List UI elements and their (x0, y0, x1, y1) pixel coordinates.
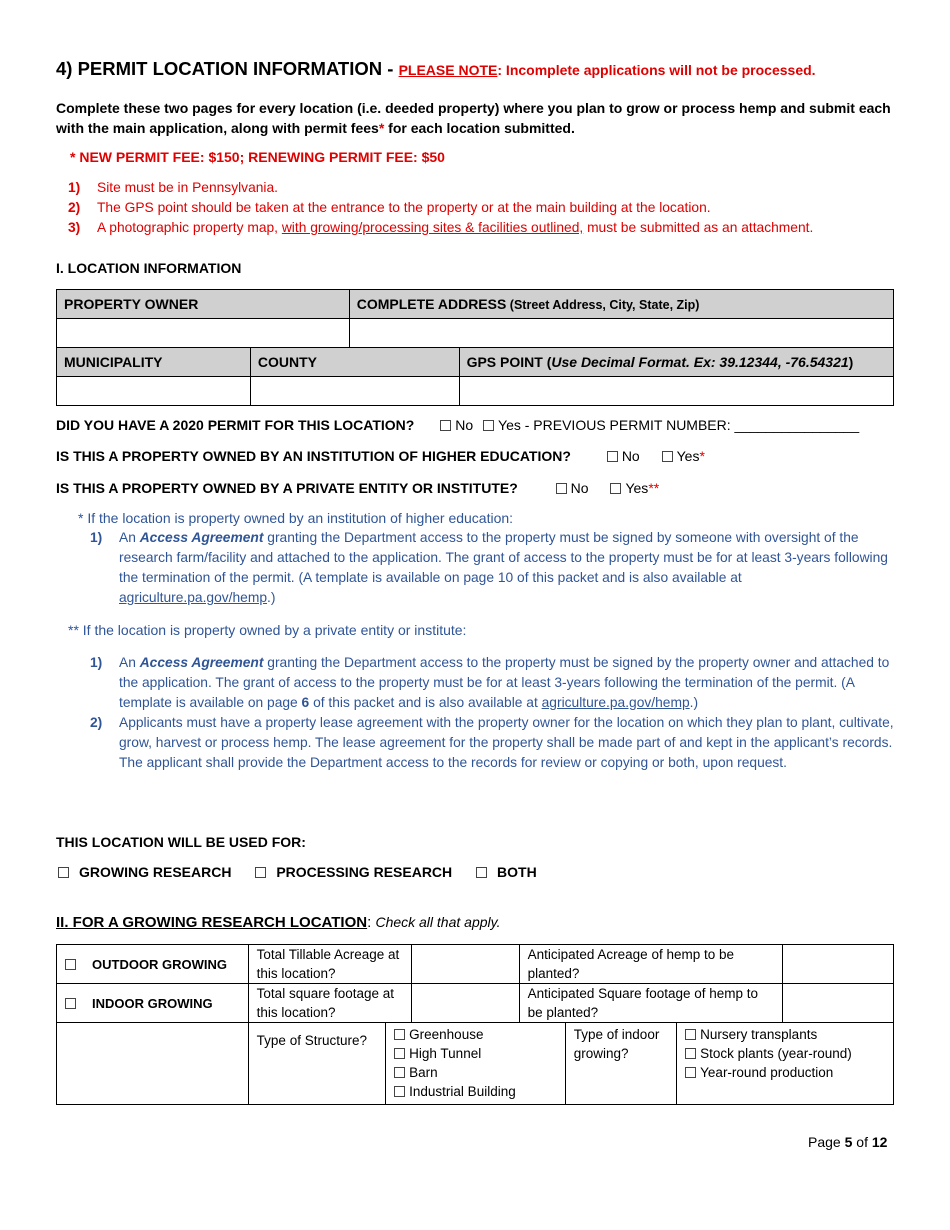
q2-yes-option[interactable]: Yes* (662, 448, 705, 464)
higher-ed-list (90, 528, 900, 608)
title-note: PLEASE NOTE: Incomplete applications will not be processed. (398, 62, 816, 78)
location-table (56, 289, 894, 406)
checkbox-icon[interactable] (556, 483, 567, 494)
private-heading: ** If the location is property owned by a private entity or institute: (68, 622, 467, 638)
rule-item: 3) A photographic property map, with growing/processing sites & facilities outlined, must be submitted as an attachment. (68, 220, 814, 235)
structure-barn[interactable]: Barn (394, 1063, 557, 1082)
question-private-entity: IS THIS A PROPERTY OWNED BY A PRIVATE ENTITY OR INSTITUTE? No Yes** (56, 480, 660, 496)
complete-address-field[interactable] (349, 319, 893, 348)
page-number: Page 5 of 12 (808, 1134, 888, 1150)
checkbox-icon[interactable] (685, 1067, 696, 1078)
rule-item: 2) The GPS point should be taken at the entrance to the property or at the main building at the location. (68, 200, 711, 215)
property-owner-header: PROPERTY OWNER (57, 290, 350, 319)
structure-greenhouse[interactable]: Greenhouse (394, 1025, 557, 1044)
section-growing-research: II. FOR A GROWING RESEARCH LOCATION: Check all that apply. (56, 914, 501, 931)
intro-text: Complete these two pages for every location (i.e. deeded property) where you plan to grow or process hemp and submit each with the main application, along with permit fees* for each location submitted. (56, 100, 891, 136)
county-field[interactable] (250, 377, 459, 406)
usage-processing-research[interactable]: PROCESSING RESEARCH (255, 864, 452, 880)
rule-item: 1) Site must be in Pennsylvania. (68, 180, 278, 195)
private-list (90, 653, 900, 773)
total-tillable-label: Total Tillable Acreage at this location? (248, 945, 412, 984)
checkbox-icon[interactable] (65, 959, 76, 970)
anticipated-acreage-label: Anticipated Acreage of hemp to be planted? (519, 945, 782, 984)
empty-cell (57, 1023, 249, 1105)
higher-ed-heading: * If the location is property owned by an institution of higher education: (78, 510, 514, 526)
checkbox-icon[interactable] (685, 1048, 696, 1059)
structure-industrial-building[interactable]: Industrial Building (394, 1082, 557, 1101)
structure-type-label: Type of Structure? (248, 1023, 385, 1105)
section-location-information: I. LOCATION INFORMATION (56, 260, 242, 276)
q3-no-option[interactable]: No (556, 480, 589, 496)
checkbox-icon[interactable] (685, 1029, 696, 1040)
checkbox-icon[interactable] (255, 867, 266, 878)
indoor-year-round-production[interactable]: Year-round production (685, 1063, 885, 1082)
anticipated-sqft-field[interactable] (782, 984, 893, 1023)
gps-point-header: GPS POINT (Use Decimal Format. Ex: 39.12344, -76.54321) (459, 348, 893, 377)
q1-yes-option[interactable]: Yes - PREVIOUS PERMIT NUMBER: ________________ (483, 417, 859, 433)
indoor-type-options (677, 1023, 894, 1105)
growing-table (56, 944, 894, 1105)
checkbox-icon[interactable] (662, 451, 673, 462)
anticipated-acreage-field[interactable] (782, 945, 893, 984)
indoor-nursery-transplants[interactable]: Nursery transplants (685, 1025, 885, 1044)
structure-type-options (386, 1023, 566, 1105)
location-usage-options (58, 864, 557, 880)
total-sqft-label: Total square footage at this location? (248, 984, 412, 1023)
checkbox-icon[interactable] (65, 998, 76, 1009)
checkbox-icon[interactable] (394, 1048, 405, 1059)
location-usage-label: THIS LOCATION WILL BE USED FOR: (56, 834, 306, 850)
checkbox-icon[interactable] (610, 483, 621, 494)
total-sqft-field[interactable] (412, 984, 519, 1023)
fee-line: * NEW PERMIT FEE: $150; RENEWING PERMIT FEE: $50 (70, 149, 445, 165)
checkbox-icon[interactable] (58, 867, 69, 878)
usage-growing-research[interactable]: GROWING RESEARCH (58, 864, 231, 880)
municipality-header: MUNICIPALITY (57, 348, 251, 377)
anticipated-sqft-label: Anticipated Square footage of hemp to be planted? (519, 984, 782, 1023)
checkbox-icon[interactable] (394, 1067, 405, 1078)
checkbox-icon[interactable] (440, 420, 451, 431)
county-header: COUNTY (250, 348, 459, 377)
checkbox-icon[interactable] (607, 451, 618, 462)
list-item: 1) An Access Agreement granting the Department access to the property must be signed by the property owner and attached to the application. The grant of access to the property must be for at least 3-years following the termination of the permit. (A template is available on page 6 of this packet and is also available at agriculture.pa.gov/hemp.) (90, 655, 890, 710)
usage-both[interactable]: BOTH (476, 864, 537, 880)
page-title (56, 58, 816, 80)
property-owner-field[interactable] (57, 319, 350, 348)
q1-no-option[interactable]: No (440, 417, 473, 433)
question-higher-education: IS THIS A PROPERTY OWNED BY AN INSTITUTION OF HIGHER EDUCATION? No Yes* (56, 448, 705, 464)
gps-point-field[interactable] (459, 377, 893, 406)
checkbox-icon[interactable] (483, 420, 494, 431)
hemp-link[interactable]: agriculture.pa.gov/hemp (541, 695, 690, 710)
title-main: 4) PERMIT LOCATION INFORMATION - (56, 58, 394, 79)
rules-list (68, 178, 908, 238)
q3-yes-option[interactable]: Yes** (610, 480, 659, 496)
hemp-link[interactable]: agriculture.pa.gov/hemp (119, 590, 268, 605)
indoor-stock-plants[interactable]: Stock plants (year-round) (685, 1044, 885, 1063)
outdoor-growing-option[interactable]: OUTDOOR GROWING (57, 945, 249, 984)
checkbox-icon[interactable] (476, 867, 487, 878)
indoor-type-label: Type of indoor growing? (565, 1023, 676, 1105)
checkbox-icon[interactable] (394, 1086, 405, 1097)
q2-no-option[interactable]: No (607, 448, 640, 464)
complete-address-header: COMPLETE ADDRESS (Street Address, City, State, Zip) (349, 290, 893, 319)
list-item: 2) Applicants must have a property lease agreement with the property owner for the location on which they plan to plant, cultivate, grow, harvest or process hemp. The lease agreement for the property shall be made part of and kept in the applicant’s records. The applicant shall provide the Department access to the records for review or copying or both, upon request. (90, 715, 894, 770)
checkbox-icon[interactable] (394, 1029, 405, 1040)
list-item: 1) An Access Agreement granting the Department access to the property must be signed by someone with oversight of the research farm/facility and attached to the application. The grant of access to the property must be for at least 3-years following the termination of the permit. (A template is available on page 10 of this packet and is also available at agriculture.pa.gov/hemp.) (90, 530, 888, 605)
structure-high-tunnel[interactable]: High Tunnel (394, 1044, 557, 1063)
total-tillable-field[interactable] (412, 945, 519, 984)
indoor-growing-option[interactable]: INDOOR GROWING (57, 984, 249, 1023)
question-2020-permit: DID YOU HAVE A 2020 PERMIT FOR THIS LOCATION? No Yes - PREVIOUS PERMIT NUMBER: ________________ (56, 417, 860, 433)
municipality-field[interactable] (57, 377, 251, 406)
